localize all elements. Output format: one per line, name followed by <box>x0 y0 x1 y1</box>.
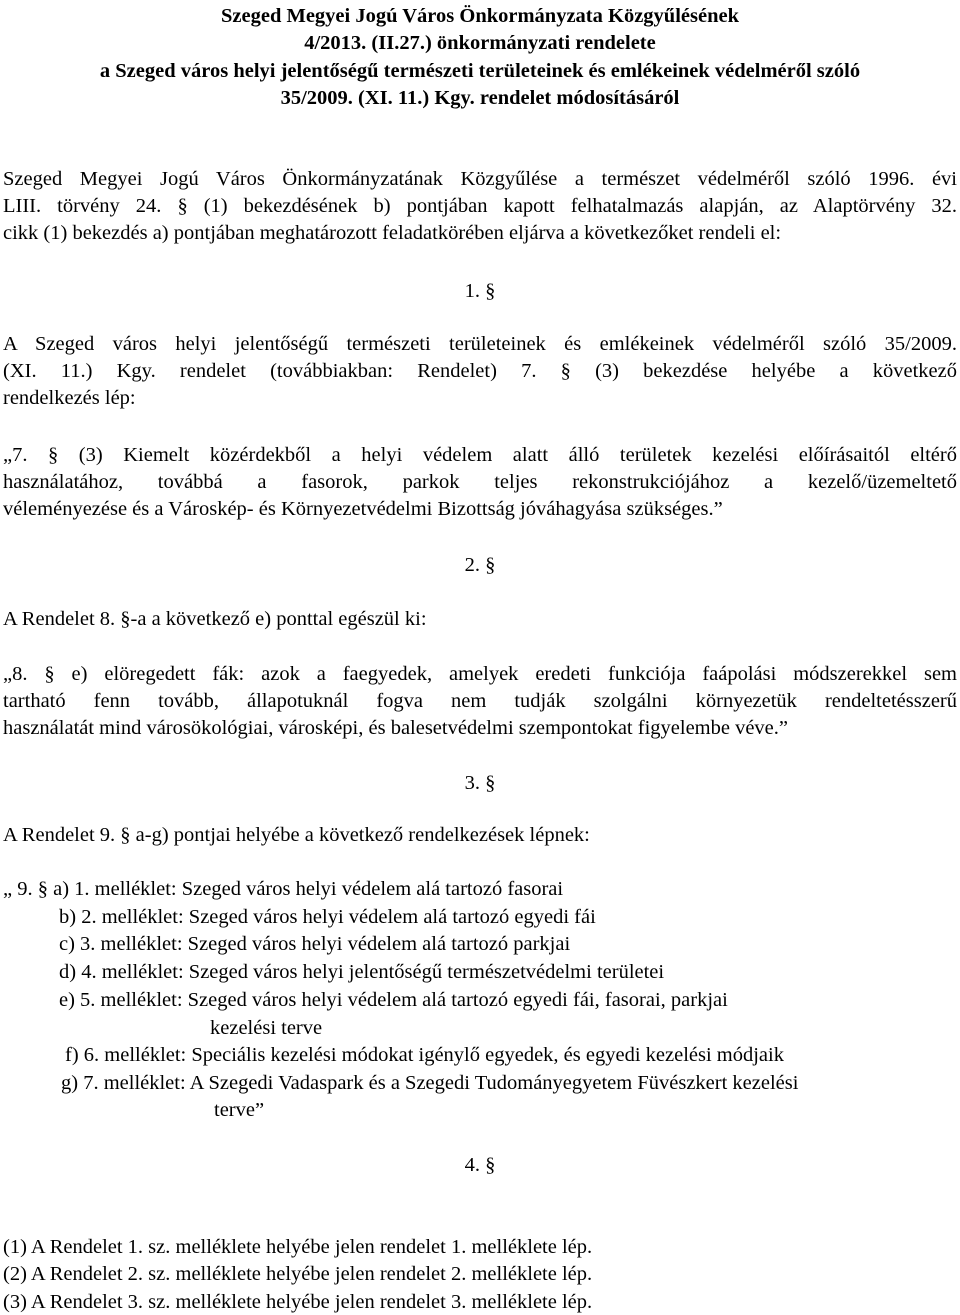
section-1-intro-line-2: (XI. 11.) Kgy. rendelet (továbbiakban: Rendelet) 7. § (3) bekezdése helyébe a következő <box>3 360 957 382</box>
list-item-g-line-1: g) 7. melléklet: A Szegedi Vadaspark és a Szegedi Tudományegyetem Füvészkert kezelési <box>61 1072 799 1094</box>
list-item-a: „ 9. § a) 1. melléklet: Szeged város helyi védelem alá tartozó fasorai <box>3 878 564 900</box>
section-1-quote-line-3: véleményezése és a Városkép- és Környezetvédelmi Bizottság jóváhagyása szükséges.” <box>3 498 723 520</box>
section-3-intro: A Rendelet 9. § a-g) pontjai helyébe a következő rendelkezések lépnek: <box>3 824 590 846</box>
section-1-intro-line-3: rendelkezés lép: <box>3 387 136 409</box>
list-item-f: f) 6. melléklet: Speciális kezelési módokat igénylő egyedek, és egyedi kezelési módjaik <box>65 1044 784 1066</box>
title-line-1: Szeged Megyei Jogú Város Önkormányzata Közgyűlésének <box>221 5 739 27</box>
title-line-3: a Szeged város helyi jelentőségű természeti területeinek és emlékeinek védelméről szóló <box>99 60 861 82</box>
section-4-item-1: (1) A Rendelet 1. sz. melléklete helyébe jelen rendelet 1. melléklete lép. <box>3 1236 593 1258</box>
section-2-quote-line-2: tartható fenn tovább, állapotuknál fogva nem tudják szolgálni környezetük rendeltetésszerű <box>3 690 957 712</box>
section-3-heading: 3. § <box>464 772 496 794</box>
preamble-line-3: cikk (1) bekezdés a) pontjában meghatározott feladatkörében eljárva a következőket rendeli el: <box>3 222 782 244</box>
title-line-4: 35/2009. (XI. 11.) Kgy. rendelet módosításáról <box>280 87 680 109</box>
section-4-item-3: (3) A Rendelet 3. sz. melléklete helyébe jelen rendelet 3. melléklete lép. <box>3 1291 593 1313</box>
section-1-heading: 1. § <box>464 280 496 302</box>
section-2-intro: A Rendelet 8. §-a a következő e) ponttal egészül ki: <box>3 608 427 630</box>
section-2-heading: 2. § <box>464 554 496 576</box>
section-2-quote-line-3: használatát mind városökológiai, városképi, és balesetvédelmi szempontokat figyelembe véve.” <box>3 717 789 739</box>
section-1-quote-line-2: használatához, továbbá a fasorok, parkok teljes rekonstrukciójához a kezelő/üzemeltető <box>3 471 957 493</box>
section-2-quote-line-1: „8. § e) elöregedett fák: azok a faegyedek, amelyek eredeti funkciója faápolási módszerekkel sem <box>3 663 957 685</box>
list-item-e-line-2: kezelési terve <box>210 1017 323 1039</box>
list-item-b: b) 2. melléklet: Szeged város helyi védelem alá tartozó egyedi fái <box>59 906 596 928</box>
list-item-e-line-1: e) 5. melléklet: Szeged város helyi védelem alá tartozó egyedi fái, fasorai, parkjai <box>59 989 728 1011</box>
list-item-c: c) 3. melléklet: Szeged város helyi védelem alá tartozó parkjai <box>59 933 571 955</box>
section-4-heading: 4. § <box>464 1154 496 1176</box>
preamble-line-2: LIII. törvény 24. § (1) bekezdésének b) pontjában kapott felhatalmazás alapján, az Alaptörvény 32. <box>3 195 957 217</box>
section-1-intro-line-1: A Szeged város helyi jelentőségű természeti területeinek és emlékeinek védelméről szóló 35/2009. <box>3 333 957 355</box>
preamble-line-1: Szeged Megyei Jogú Város Önkormányzatának Közgyűlése a természet védelméről szóló 1996. évi <box>3 168 957 190</box>
list-item-d: d) 4. melléklet: Szeged város helyi jelentőségű természetvédelmi területei <box>59 961 665 983</box>
section-1-quote-line-1: „7. § (3) Kiemelt közérdekből a helyi védelem alatt álló területek kezelési előírásaitól eltérő <box>3 444 957 466</box>
title-line-2: 4/2013. (II.27.) önkormányzati rendelete <box>304 32 656 54</box>
section-4-item-2: (2) A Rendelet 2. sz. melléklete helyébe jelen rendelet 2. melléklete lép. <box>3 1263 593 1285</box>
list-item-g-line-2: terve” <box>214 1099 265 1121</box>
